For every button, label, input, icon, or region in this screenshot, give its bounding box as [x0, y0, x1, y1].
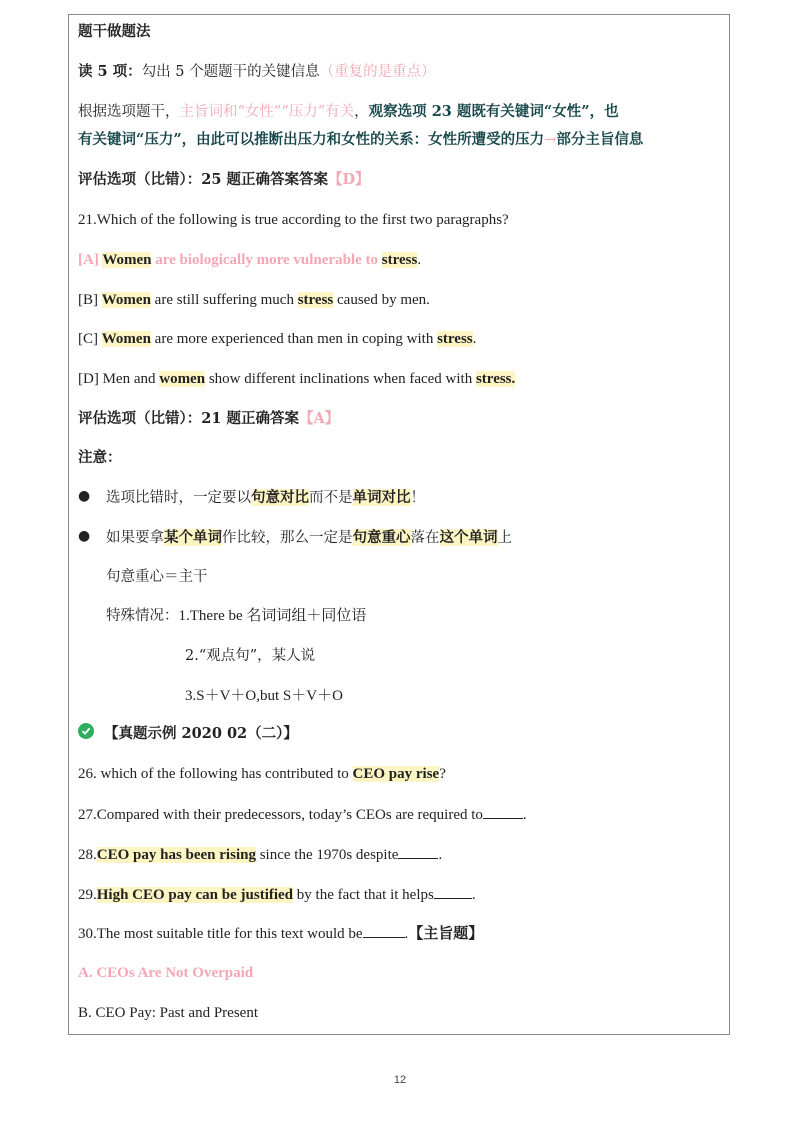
note-text: 如果要拿: [106, 530, 164, 546]
q30-tag: 【主旨题】: [408, 926, 484, 942]
content-frame: [68, 14, 730, 1035]
option-tag: [C]: [78, 331, 102, 347]
option-a-text: are biologically more vulnerable to: [151, 252, 382, 268]
read-five-text: 勾出 5 个题题干的关键信息: [141, 64, 320, 80]
option-c-text: are more experienced than men in coping with: [150, 331, 438, 347]
q30-end: .: [404, 926, 409, 942]
blank-line: [363, 923, 405, 938]
keyword-women: Women: [101, 292, 151, 308]
keyword-stress: stress.: [475, 371, 516, 387]
note-special-item: 1.There be 名词词组＋同位语: [178, 608, 367, 624]
analysis-line-2: [78, 130, 643, 150]
eval-21-line: [78, 409, 339, 429]
option-end: .: [417, 252, 422, 268]
note-key: 句意重心: [352, 529, 411, 546]
q29-text: by the fact that it helps: [293, 887, 434, 903]
read-five-note: （重复的是重点）: [319, 64, 436, 80]
note-key: 这个单词: [439, 529, 498, 546]
q30: [78, 923, 483, 944]
note-text: 选项比错时，一定要以: [106, 490, 251, 506]
note-text: 而不是: [309, 490, 353, 506]
notes-title: 注意：: [78, 449, 122, 466]
q30-option-a: A. CEOs Are Not Overpaid: [78, 965, 254, 981]
note-special-3: 3.S＋V＋O,but S＋V＋O: [185, 688, 343, 704]
q29-num: 29.: [78, 887, 97, 903]
keyword-women: Women: [102, 252, 152, 268]
note-special-1: [106, 606, 366, 626]
blank-line: [434, 884, 472, 899]
bullet-icon: ●: [78, 528, 91, 544]
option-end: caused by men.: [333, 292, 430, 308]
blank-line: [398, 844, 438, 859]
q26-text: 26. which of the following has contributed to: [78, 766, 353, 782]
eval-25-label: 评估选项（比错）：25 题正确答案答案: [78, 171, 328, 188]
section-title: 题干做题法: [78, 23, 151, 40]
q28-text: since the 1970s despite: [255, 847, 399, 863]
q21-stem: 21.Which of the following is true according to the first two paragraphs?: [78, 212, 509, 228]
check-icon: [78, 723, 94, 739]
keyword-stress: stress: [297, 292, 334, 308]
q27-end: .: [522, 807, 527, 823]
blank-line: [483, 804, 523, 819]
q29: [78, 884, 476, 905]
analysis-comma: ，: [354, 104, 369, 120]
q28-end: .: [438, 847, 443, 863]
note-text: 作比较，那么一定是: [222, 530, 353, 546]
arrow-icon: →: [544, 132, 557, 148]
analysis-main-info: 部分主旨信息: [556, 131, 644, 148]
option-end: .: [472, 331, 477, 347]
note-text: 落在: [410, 530, 440, 546]
note-key-sentence-compare: 句意对比: [251, 489, 309, 506]
q30-option-b: B. CEO Pay: Past and Present: [78, 1005, 258, 1021]
bullet-icon: ●: [78, 488, 91, 504]
q27-text: 27.Compared with their predecessors, today’s CEOs are required to: [78, 807, 483, 823]
option-tag: [B]: [78, 292, 102, 308]
keyword-women: women: [159, 371, 206, 387]
note-core: 句意重心＝主干: [106, 569, 208, 585]
q21-option-c: [78, 329, 476, 349]
analysis-inference: 有关键词“压力”，由此可以推断出压力和女性的关系：女性所遭受的压力: [78, 131, 545, 148]
analysis-line-1: [78, 102, 619, 122]
q28-key: CEO pay has been rising: [96, 847, 256, 863]
q27: [78, 804, 527, 825]
option-b-text: are still suffering much: [150, 292, 298, 308]
q29-end: .: [471, 887, 476, 903]
eval-25-answer: 【D】: [327, 171, 370, 188]
analysis-text: 根据选项题干，: [78, 104, 180, 120]
example-title: 【真题示例 2020 02（二）】: [104, 725, 298, 742]
keyword-stress: stress: [381, 252, 418, 268]
q26-end: ?: [439, 766, 446, 782]
note-key-word-compare: 单词对比: [352, 489, 411, 506]
keyword-women: Women: [101, 331, 151, 347]
q26: [78, 764, 446, 784]
analysis-observe: 观察选项 23 题既有关键词“女性”，也: [368, 103, 619, 120]
option-tag: [A]: [78, 252, 103, 268]
note-bullet-2: [106, 528, 512, 548]
note-bullet-1: [106, 488, 425, 508]
q21-option-d: [78, 369, 515, 389]
read-five-line: [78, 62, 436, 82]
q29-key: High CEO pay can be justified: [96, 887, 294, 903]
q28-num: 28.: [78, 847, 97, 863]
option-d-pre: [D] Men and: [78, 371, 160, 387]
note-special-label: 特殊情况：: [106, 608, 179, 624]
note-text: 上: [497, 530, 512, 546]
page-number: 12: [393, 1074, 407, 1086]
eval-21-label: 评估选项（比错）：21 题正确答案: [78, 410, 299, 427]
keyword-stress: stress: [437, 331, 473, 347]
note-special-2: 2.“观点句”，某人说: [185, 648, 316, 664]
option-d-text: show different inclinations when faced with: [205, 371, 476, 387]
analysis-highlight: 主旨词和“女性”“压力”有关: [179, 104, 355, 120]
q30-text: 30.The most suitable title for this text would be: [78, 926, 363, 942]
q21-option-a: [78, 250, 421, 270]
note-key: 某个单词: [164, 529, 222, 546]
q28: [78, 844, 442, 865]
eval-21-answer: 【A】: [298, 410, 340, 427]
read-five-label: 读 5 项：: [78, 63, 142, 80]
q21-option-b: [78, 290, 430, 310]
q26-key: CEO pay rise: [352, 766, 440, 782]
eval-25-line: [78, 170, 370, 190]
note-text: ！: [410, 490, 425, 506]
